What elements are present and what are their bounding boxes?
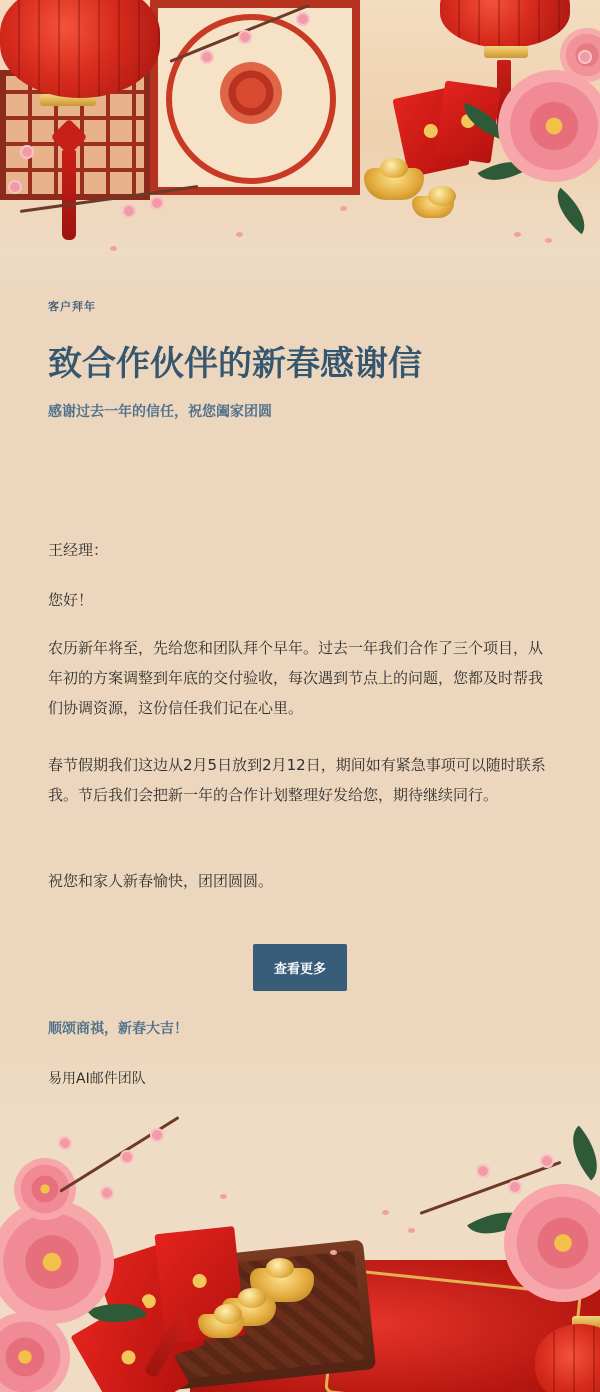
tassel-icon: [62, 150, 76, 240]
view-more-button[interactable]: 查看更多: [253, 944, 347, 991]
body-paragraph-1: 农历新年将至，先给您和团队拜个早年。过去一年我们合作了三个项目，从年初的方案调整到年底的交付验收，每次遇到节点上的问题，您都及时帮我们协调资源，这份信任我们记在心里。: [48, 639, 544, 717]
greeting-line: 王经理：: [48, 541, 109, 559]
email-subtitle: 感谢过去一年的信任，祝您阖家团圆: [48, 404, 272, 420]
gold-ingot-icon: [364, 168, 424, 200]
peony-icon: [0, 1200, 114, 1324]
body-paragraph-2: 春节假期我们这边从2月5日放到2月12日，期间如有紧急事项可以随时联系我。节后我们会把新一年的合作计划整理好发给您，期待继续同行。: [48, 756, 546, 804]
banner-tabletop: [0, 190, 600, 300]
closing-line: 顺颂商祺，新春大吉！: [48, 1021, 188, 1037]
plum-blossom-icon: [20, 145, 34, 159]
signature: 易用AI邮件团队: [48, 1071, 146, 1087]
body-paragraph-3: 祝您和家人新春愉快，团团圆圆。: [48, 872, 274, 890]
plum-blossom-icon: [58, 1136, 72, 1150]
peony-icon: [498, 70, 600, 182]
salutation-line: 您好！: [48, 591, 94, 609]
email-title: 致合作伙伴的新春感谢信: [48, 344, 422, 384]
paper-cut-screen-icon: [150, 0, 360, 195]
kicker-label: 客户拜年: [48, 300, 96, 313]
bottom-banner-illustration: [0, 1100, 600, 1392]
top-banner-illustration: [0, 0, 600, 300]
